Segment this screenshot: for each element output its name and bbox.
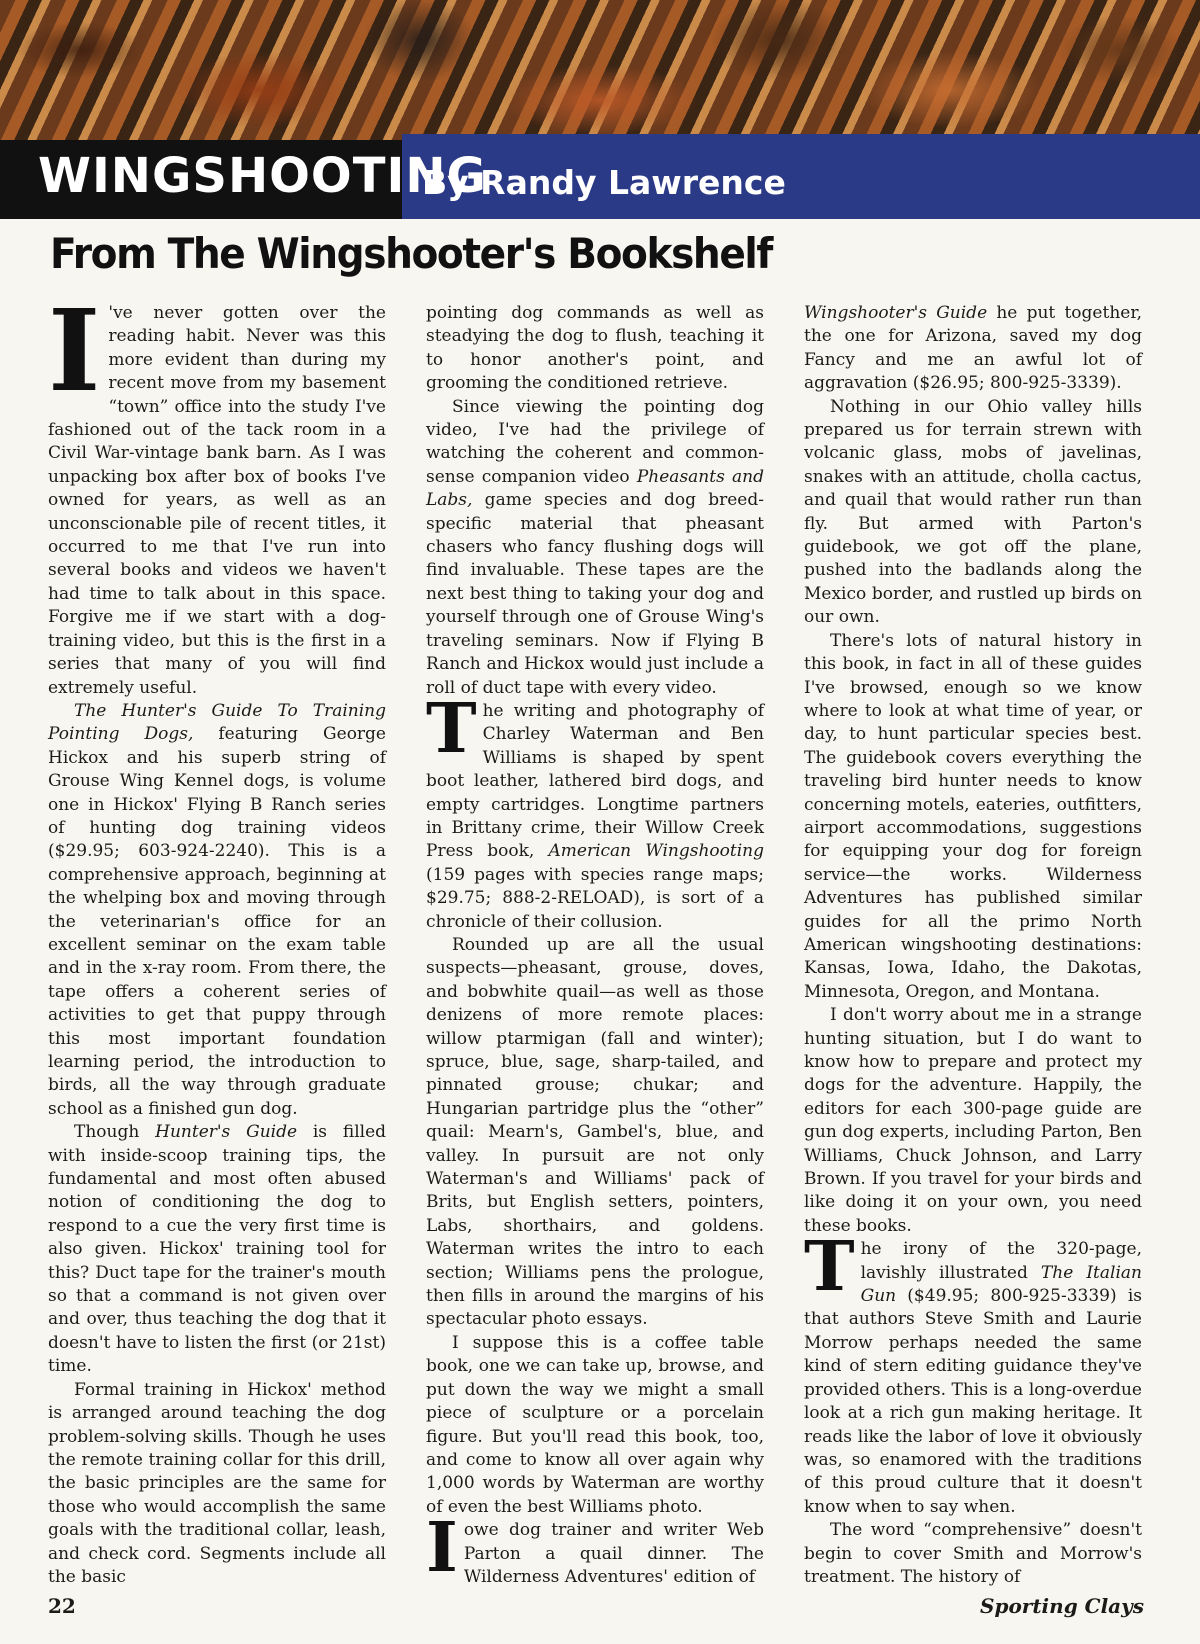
paragraph: The writing and photography of Charley Waterman and Ben Williams is shaped by spent boot leather, lathered bird dogs, and empty cartridges. Longtime partners in Brittany crime, their Willow Creek Press book, American Wingshooting (159 pages with species range maps; $29.75; 888-2-RELOAD), is sort of a chronicle of their collusion. [426, 688, 764, 932]
article-column-1 [48, 286, 387, 1589]
paragraph: The Hunter's Guide To Training Pointing Dogs, featuring George Hickox and his superb string of Grouse Wing Kennel dogs, is volume one in Hickox' Flying B Ranch series of hunting dog training videos ($29.95; 603-924-2240). This is a comprehensive approach, beginning at the whelping box and moving through the veterinarian's office for an excellent seminar on the exam table and in the x-ray room. From there, the tape offers a coherent series of activities to get that puppy through this most important foundation learning period, the introduction to birds, all the way through graduate school as a finished gun dog. [48, 700, 386, 1119]
paragraph: I don't worry about me in a strange hunting situation, but I do want to know how to prepare and protect my dogs for the adventure. Happily, the editors for each 300-page guide are gun dog experts, including Parton, Ben Williams, Chuck Johnson, and Larry Brown. If you travel for your birds and like doing it on your own, you need these books. [804, 1005, 1142, 1236]
article-column-2 [426, 302, 764, 1589]
article-title: From The Wingshooter's Bookshelf [50, 229, 773, 278]
paragraph: I suppose this is a coffee table book, one we can take up, browse, and put down the way we might a small piece of sculpture or a porcelain figure. But you'll read this book, too, and come to know all over again why 1,000 words by Waterman are worthy of even the best Williams photo. [426, 1332, 764, 1517]
paragraph: Though Hunter's Guide is filled with inside-scoop training tips, the fundamental and most often abused notion of conditioning the dog to respond to a cue the very first time is also given. Hickox' training tool for this? Duct tape for the trainer's mouth so that a command is not given over and over, thus teaching the dog that it doesn't have to listen the first (or 21st) time. [48, 1122, 387, 1377]
drop-cap: T [804, 1227, 855, 1308]
paragraph: Formal training in Hickox' method is arranged around teaching the dog problem-solving skills. Though he uses the remote training collar for this drill, the basic principles are the same for those who would accomplish the same goals with the traditional collar, leash, and check cord. Segments include all the basic [48, 1379, 386, 1587]
page-number: 22 [48, 1594, 76, 1618]
paragraph: Iowe dog trainer and writer Web Parton a quail dinner. The Wilderness Adventures' edition of [426, 1508, 764, 1589]
paragraph: pointing dog commands as well as steadying the dog to flush, teaching it to honor another's point, and grooming the conditioned retrieve. [426, 303, 764, 394]
byline: By Randy Lawrence [422, 163, 786, 202]
paragraph: Rounded up are all the usual suspects—pheasant, grouse, doves, and bobwhite quail—as well as those denizens of more remote places: willow ptarmigan (fall and winter); spruce, blue, sage, sharp-tailed, and pinnated grouse; chukar; and Hungarian partridge plus the “other” quail: Mearn's, Gambel's, blue, and valley. In pursuit are not only Waterman's and Williams' pack of Brits, but English setters, pointers, Labs, shorthairs, and goldens. Waterman writes the intro to each section; Williams pens the prologue, then fills in around the margins of his spectacular photo essays. [426, 934, 764, 1330]
paragraph: Nothing in our Ohio valley hills prepared us for terrain strewn with volcanic glass, mobs of javelinas, snakes with an attitude, cholla cactus, and quail that would rather run than fly. But armed with Parton's guidebook, we got off the plane, pushed into the badlands along the Mexico border, and rustled up birds on our own. [804, 396, 1142, 628]
paragraph: I 've never gotten over the reading habit. Never was this more evident than during my recent move from my basement “town” office into the study I've fashioned out of the tack room in a Civil War-vintage bank barn. As I was unpacking box after box of books I've owned for years, as well as an unconscionable pile of recent titles, it occurred to me that I've run into several books and videos we haven't had time to talk about in this space. Forgive me if we start with a dog-training video, but this is the first in a series that many of you will find extremely useful. [48, 286, 386, 698]
paragraph: The word “comprehensive” doesn't begin to cover Smith and Morrow's treatment. The history of [804, 1520, 1142, 1587]
drop-cap: T [426, 688, 477, 769]
section-label: WINGSHOOTING [38, 148, 487, 204]
paragraph: The irony of the 320-page, lavishly illustrated The Italian Gun ($49.95; 800-925-3339) is that authors Steve Smith and Laurie Morrow perhaps needed the same kind of stern editing guidance they've provided others. This is a long-overdue look at a rich gun making heritage. It reads like the labor of love it obviously was, so enamored with the traditions of this proud culture that it doesn't know when to say when. [804, 1227, 1142, 1517]
drop-cap: I [426, 1508, 458, 1589]
drop-cap: I [48, 286, 101, 417]
header-photo-feathers [0, 0, 1200, 140]
article-column-3 [804, 302, 1142, 1589]
magazine-name: Sporting Clays [980, 1594, 1144, 1618]
paragraph: Since viewing the pointing dog video, I've had the privilege of watching the coherent and common-sense companion video Pheasants and Labs, game species and dog breed-specific material that pheasant chasers who fancy flushing dogs will find invaluable. These tapes are the next best thing to taking your dog and yourself through one of Grouse Wing's traveling seminars. Now if Flying B Ranch and Hickox would just include a roll of duct tape with every video. [426, 396, 764, 698]
paragraph: There's lots of natural history in this book, in fact in all of these guides I've browsed, enough so we know where to look at what time of year, or day, to hunt particular species best. The guidebook covers everything the traveling bird hunter needs to know concerning motels, eateries, outfitters, airport accommodations, suggestions for equipping your dog for foreign service—the works. Wilderness Adventures has published similar guides for all the primo North American wingshooting destinations: Kansas, Iowa, Idaho, the Dakotas, Minnesota, Oregon, and Montana. [804, 630, 1142, 1002]
paragraph: Wingshooter's Guide he put together, the one for Arizona, saved my dog Fancy and me an awful lot of aggravation ($26.95; 800-925-3339). [804, 303, 1142, 394]
